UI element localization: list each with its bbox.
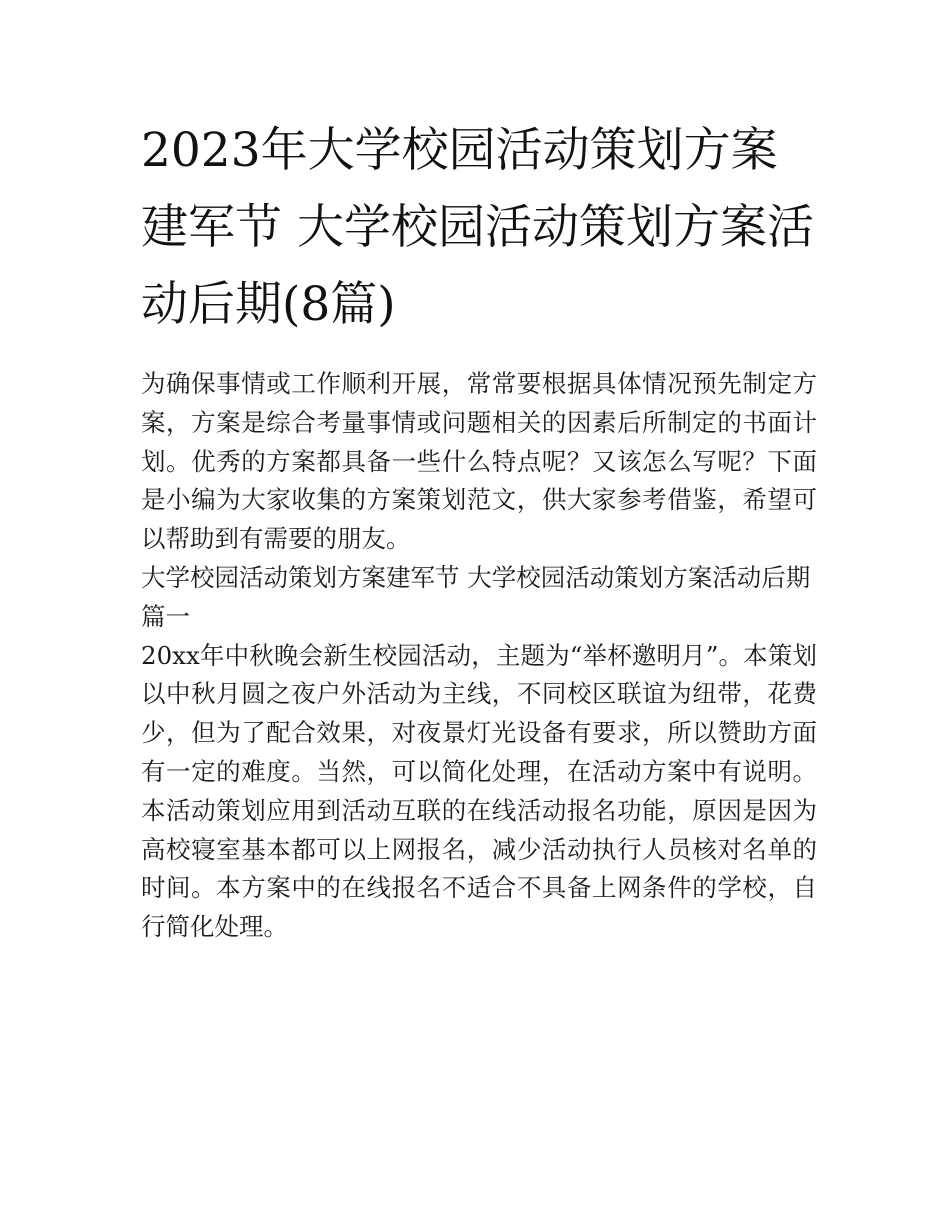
section-heading: 大学校园活动策划方案建军节 大学校园活动策划方案活动后期篇一 xyxy=(141,562,811,631)
section-paragraph: 20xx年中秋晚会新生校园活动，主题为“举杯邀明月”。本策划以中秋月圆之夜户外活动为主线，不同校区联谊为纽带，花费少，但为了配合效果，对夜景灯光设备有要求，所以赞助方面有一定的难度。当然，可以简化处理，在活动方案中有说明。本活动策划应用到活动互联的在线活动报名功能，原因是因为高校寝室基本都可以上网报名，减少活动执行人员核对名单的时间。本方案中的在线报名不适合不具备上网条件的学校，自行简化处理。 xyxy=(141,640,817,942)
intro-paragraph: 为确保事情或工作顺利开展，常常要根据具体情况预先制定方案，方案是综合考量事情或问题相关的因素后所制定的书面计划。优秀的方案都具备一些什么特点呢？又该怎么写呢？下面是小编为大家收集的方案策划范文，供大家参考借鉴，希望可以帮助到有需要的朋友。 xyxy=(141,369,817,554)
document-page xyxy=(141,112,817,947)
document-title: 2023年大学校园活动策划方案建军节 大学校园活动策划方案活动后期(8篇) xyxy=(141,123,814,332)
